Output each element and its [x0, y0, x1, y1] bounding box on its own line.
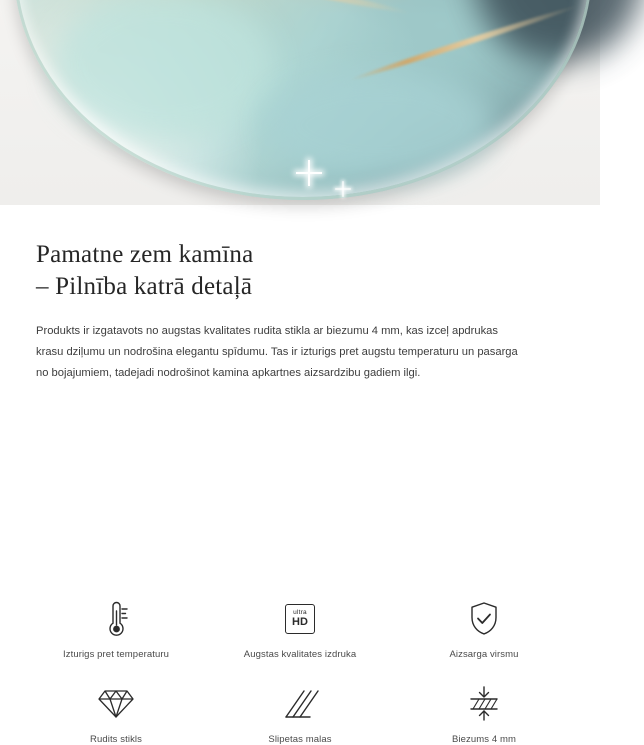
text-content — [0, 205, 600, 384]
feature-label: Biezums 4 mm — [451, 734, 517, 745]
hero-image — [0, 0, 600, 205]
page-title-line-1: Pamatne zem kamīna — [36, 241, 254, 268]
feature-item-print-quality — [208, 597, 392, 660]
polished-edges-icon — [282, 682, 318, 726]
thermometer-icon — [99, 597, 133, 641]
thickness-icon — [466, 682, 502, 726]
feature-item-tempered-glass — [24, 682, 208, 745]
feature-item-thickness — [392, 682, 576, 745]
diamond-icon — [97, 682, 135, 726]
feature-item-polished-edges — [208, 682, 392, 745]
feature-label: Izturigs pret temperaturu — [63, 649, 169, 660]
feature-list — [0, 597, 600, 745]
ultra-hd-badge-small: ultra — [293, 608, 307, 616]
marble-blob-teal-2 — [264, 70, 494, 180]
feature-item-temperature — [24, 597, 208, 660]
feature-item-surface-protection — [392, 597, 576, 660]
marble-blob-teal-1 — [54, 0, 274, 140]
ultra-hd-badge-big: HD — [292, 616, 308, 629]
description-paragraph: Produkts ir izgatavots no augstas kvalitates rudita stikla ar biezumu 4 mm, kas izceļ apdrukas krasu dziļumu un nodrošina elegantu spīdumu. Tas ir izturigs pret augstu temperaturu un pasarga no bojajumiem, tadejadi nodrošinot kamina apkartnes aizsardzibu gadiem ilgi. — [36, 325, 518, 379]
shield-check-icon — [467, 597, 501, 641]
page-title-line-2: – Pilnība katrā detaļā — [36, 273, 253, 300]
feature-label: Slipetas malas — [268, 734, 332, 745]
feature-label: Rudits stikls — [90, 734, 142, 745]
feature-label: Aizsarga virsmu — [449, 649, 519, 660]
ultra-hd-icon — [285, 597, 315, 641]
feature-label: Augstas kvalitates izdruka — [243, 649, 357, 660]
page-title — [0, 205, 600, 303]
